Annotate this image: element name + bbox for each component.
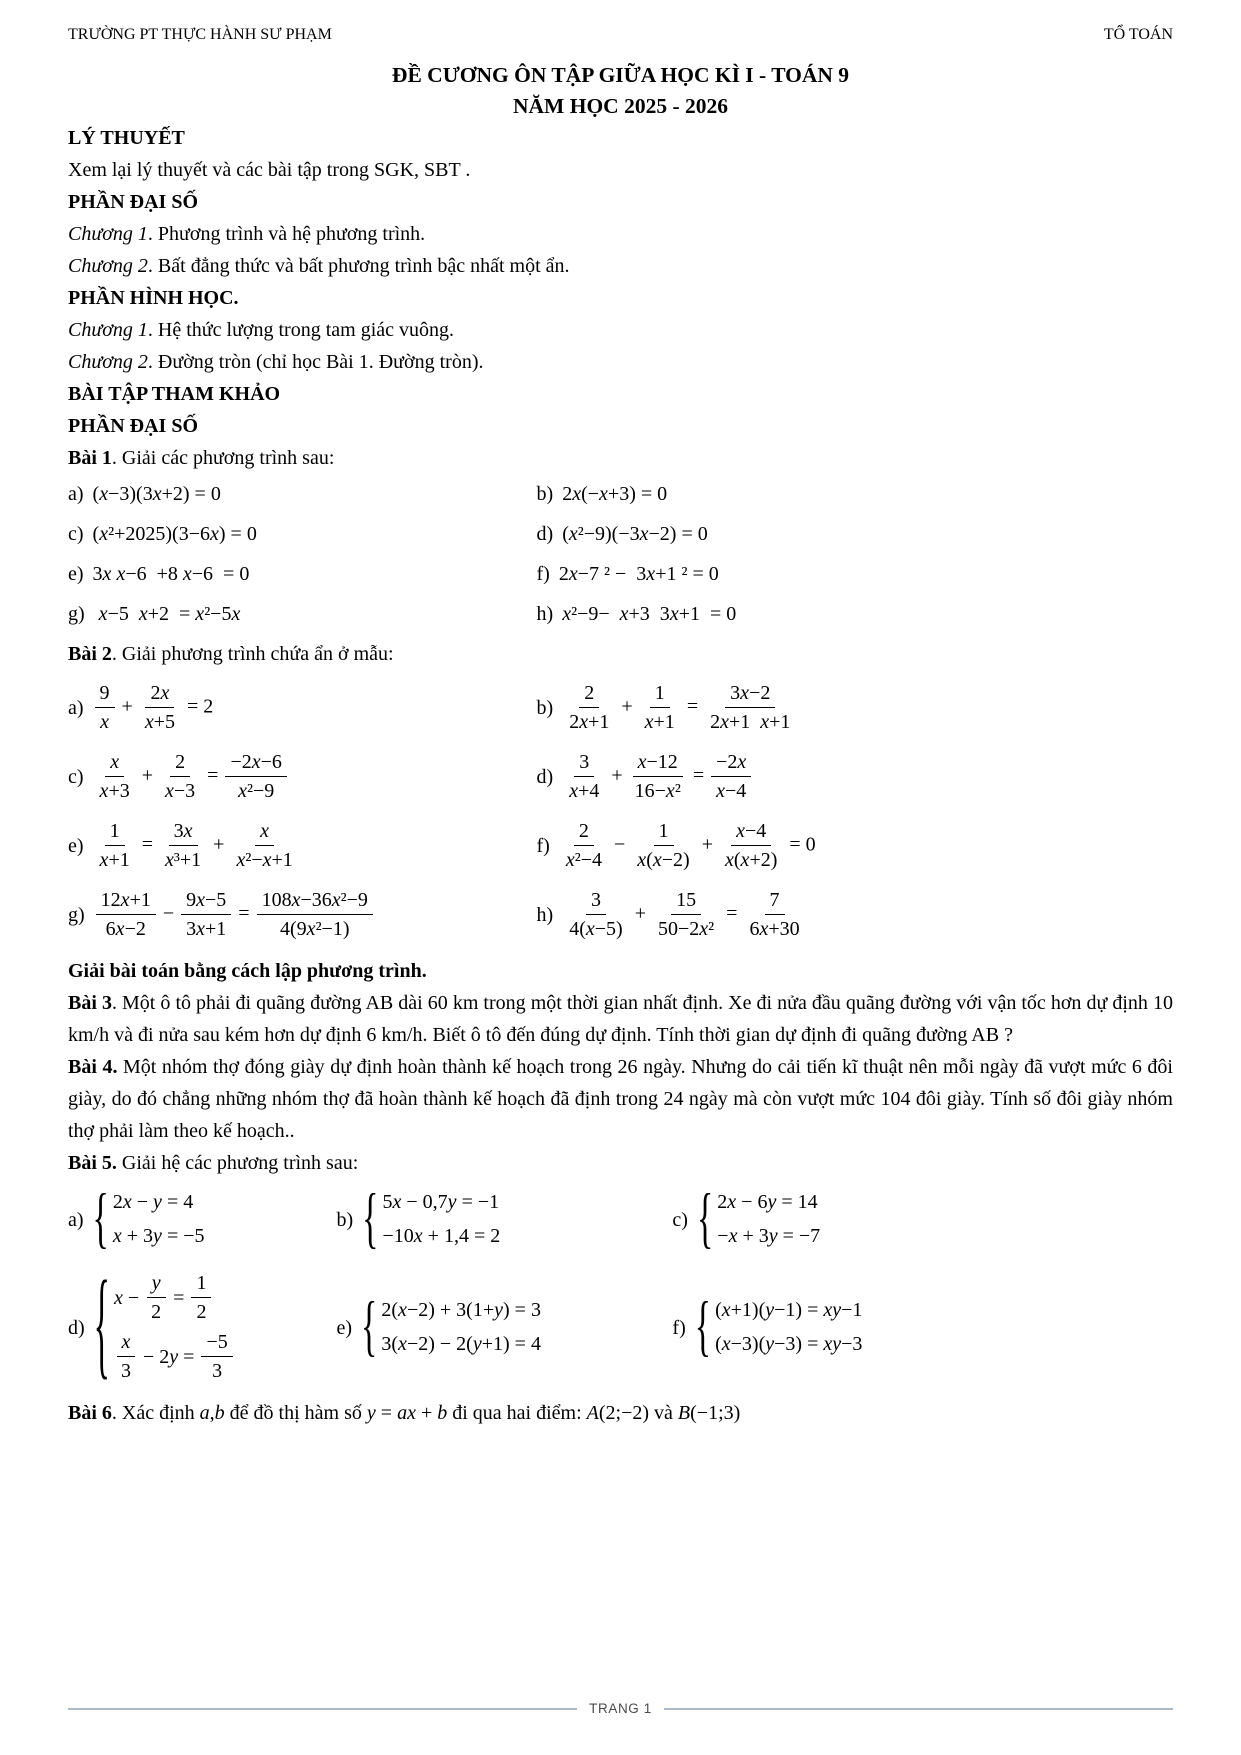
fraction: [711, 749, 751, 805]
system-item: [68, 1181, 337, 1256]
fraction: [146, 1270, 166, 1326]
fraction-numerator: 9x−5: [181, 887, 231, 915]
bai3-paragraph: [68, 987, 1173, 1051]
equation-item: [537, 749, 1173, 805]
equation-item: [537, 887, 1173, 943]
fraction: [705, 680, 795, 736]
equation-math: $\frac{2}{2x+1}$ + $\frac{1}{x+1}$ = $\frac{3x-2}{2x+1 x+1}$: [562, 680, 797, 736]
algebra-chapter-1: [68, 218, 1173, 250]
equation-label: g): [68, 904, 85, 926]
equation-label: e): [68, 563, 84, 585]
bai6-label: Bài 6: [68, 1402, 112, 1424]
left-brace: {: [361, 1289, 378, 1364]
equation-math: [362, 1181, 501, 1256]
fraction-numerator: x−4: [731, 818, 771, 846]
section-reference-heading: BÀI TẬP THAM KHẢO: [68, 383, 281, 405]
equation-label: c): [68, 766, 84, 788]
equation-label: d): [536, 523, 554, 545]
bai2-heading-text: . Giải phương trình chứa ẩn ở mẫu:: [111, 643, 394, 665]
system-row: 5 x − 0,7 y = −1: [382, 1191, 500, 1213]
system-item: [337, 1270, 673, 1385]
fraction-numerator: 108x−36x²−9: [257, 887, 373, 915]
fraction-numerator: 7: [765, 887, 785, 915]
bai2-equation-grid: [68, 680, 1173, 943]
footer-rule-right: [664, 1708, 1173, 1710]
equation-label: e): [68, 835, 84, 857]
system-row: −10 x + 1,4 = 2: [382, 1225, 501, 1247]
fraction-denominator: x+3: [99, 780, 130, 802]
equation-math: x²−9− x+3 3x+1 = 0: [562, 603, 737, 625]
system-item: [68, 1260, 337, 1392]
system-row: x + 3 y = −5: [112, 1225, 205, 1247]
equation-item: [68, 518, 537, 550]
bai4-text: Một nhóm thợ đóng giày dự định hoàn thành kế hoạch trong 26 ngày. Nhưng do cải tiến kĩ thuật nên mỗi ngày đã vượt mức 6 đôi giày, do đó chẳng những nhóm thợ đã hoàn thành kế hoạch đã định trong 24 ngày mà còn vượt mức 104 đôi giày. Tính số đôi giày nhóm thợ phải làm theo kế hoạch..: [68, 1056, 1173, 1142]
fraction: [95, 680, 115, 736]
fraction-numerator: y: [147, 1270, 166, 1298]
fraction-numerator: −2x: [711, 749, 751, 777]
department-name: TỔ TOÁN: [1103, 26, 1173, 43]
fraction-numerator: 15: [671, 887, 701, 915]
fraction: [653, 887, 719, 943]
fraction-denominator: 3: [121, 1360, 131, 1382]
fraction: [95, 749, 135, 805]
fraction-numerator: 1: [650, 680, 670, 708]
system-of-equations: [696, 1181, 821, 1256]
system-row: 2 x − y = 4: [112, 1191, 194, 1213]
equation-math: a,b: [199, 1402, 225, 1424]
section-algebra-heading: PHẦN ĐẠI SỐ: [68, 191, 199, 213]
fraction-numerator: 3x: [169, 818, 198, 846]
chapter-label: Chương 2: [68, 255, 148, 277]
equation-label: d): [68, 1316, 85, 1339]
fraction-denominator: 2: [196, 1301, 207, 1323]
fraction-numerator: 2x: [145, 680, 174, 708]
fraction: [630, 749, 686, 805]
section-geometry-heading: PHẦN HÌNH HỌC.: [68, 287, 239, 309]
bai6-text-2: để đồ thị hàm số: [224, 1402, 367, 1424]
equation-math: 2x−7 ² − 3x+1 ² = 0: [558, 563, 719, 585]
fraction-denominator: x²−4: [565, 849, 603, 871]
fraction-denominator: x(x−2): [637, 849, 690, 871]
fraction-numerator: 3: [574, 749, 594, 777]
fraction: [640, 680, 680, 736]
fraction-denominator: 6x+30: [749, 918, 800, 940]
equation-math: [92, 1181, 205, 1256]
fraction-denominator: x−3: [165, 780, 196, 802]
left-brace: {: [694, 1289, 712, 1364]
fraction-denominator: x+1: [99, 849, 130, 871]
fraction-numerator: −2x−6: [225, 749, 286, 777]
system-row: − x + 3 y = −7: [717, 1225, 821, 1247]
equation-math: y = ax + b: [366, 1402, 448, 1424]
fraction-denominator: 2x+1 x+1: [710, 711, 791, 733]
geometry-chapter-1: [68, 314, 1173, 346]
fraction-denominator: x+4: [569, 780, 600, 802]
fraction-numerator: 12x+1: [96, 887, 156, 915]
bai6-line: [68, 1397, 1173, 1429]
fraction-numerator: 2: [170, 749, 190, 777]
fraction: [191, 1270, 211, 1326]
equation-label: b): [536, 483, 554, 505]
system-item: [672, 1270, 1173, 1385]
system-of-equations: [92, 1181, 205, 1256]
equation-label: c): [68, 523, 84, 545]
equation-label: h): [536, 904, 554, 926]
system-item: [336, 1181, 673, 1256]
equation-item: [68, 887, 537, 943]
system-rows: [715, 1295, 862, 1360]
fraction: [160, 818, 206, 874]
fraction-denominator: 2: [151, 1301, 162, 1323]
equation-math: A(2;−2): [586, 1402, 650, 1424]
fraction-denominator: x: [100, 711, 109, 733]
equation-item: [68, 598, 537, 630]
equation-label: h): [536, 603, 554, 625]
equation-label: a): [68, 697, 84, 719]
fraction-denominator: 3: [212, 1360, 223, 1382]
equation-math: [694, 1289, 863, 1364]
fraction-denominator: x+5: [144, 711, 175, 733]
fraction: [257, 887, 373, 943]
equation-item: [537, 478, 1173, 510]
fraction: [140, 680, 180, 736]
equation-label: a): [68, 1208, 84, 1231]
equation-math: $\frac{x}{x+3}$ + $\frac{2}{x-3}$ = $\frac{-2x-6}{\text{x²−9}}$: [93, 749, 289, 805]
fraction-denominator: 50−2x²: [657, 918, 715, 940]
equation-label: a): [68, 483, 84, 505]
bai3-label: Bài 3: [68, 992, 112, 1014]
chapter-text: . Đường tròn (chỉ học Bài 1. Đường tròn).: [147, 351, 484, 373]
equation-math: [696, 1181, 821, 1256]
system-rows: [717, 1187, 820, 1252]
section-theory-heading: LÝ THUYẾT: [68, 127, 185, 149]
school-name: TRƯỜNG PT THỰC HÀNH SƯ PHẠM: [68, 26, 332, 43]
equation-label: e): [336, 1316, 353, 1339]
equation-math: (x²−9)(−3x−2) = 0: [562, 523, 708, 545]
equation-math: $\frac{12x+1}{6x-2}$ − $\frac{9x-5}{3x+1}$ = $\frac{\text{108x−36x²−9}}{\text{4(9x²−1)}}$: [94, 887, 375, 943]
fraction: [564, 749, 604, 805]
fraction-numerator: 2: [574, 818, 594, 846]
system-of-equations: [362, 1181, 501, 1256]
equation-label: f): [536, 835, 550, 857]
left-brace: {: [92, 1181, 109, 1256]
equation-item: [537, 518, 1173, 550]
fraction-numerator: 2: [579, 680, 599, 708]
system-row: 3( x −2) − 2( y +1) = 4: [381, 1333, 541, 1355]
equation-math: $\frac{9}{x}$ + $\frac{2x}{x+5}$ = 2: [93, 680, 214, 736]
fraction-numerator: x: [117, 1329, 136, 1357]
bai1-heading: [68, 442, 1173, 474]
fraction-denominator: x−4: [716, 780, 747, 802]
bai5-heading-text: Giải hệ các phương trình sau:: [116, 1152, 359, 1174]
equation-item: [537, 558, 1173, 590]
bai4-paragraph: [68, 1051, 1173, 1147]
bai6-text-1: . Xác định: [111, 1402, 200, 1424]
equation-math: (x−3)(3x+2) = 0: [92, 483, 221, 505]
equation-label: f): [536, 563, 550, 585]
bai5-heading: [68, 1147, 1173, 1179]
system-row: ( x +1)( y −1) = xy −1: [715, 1299, 863, 1321]
fraction: [720, 818, 782, 874]
system-of-equations: [694, 1289, 863, 1364]
equation-math: $\frac{3}{4(x-5)}$ + $\frac{15}{\text{50−2x²}}$ = $\frac{7}{6x+30}$: [562, 887, 806, 943]
system-rows: [114, 1270, 235, 1385]
fraction-denominator: 6x−2: [105, 918, 146, 940]
equation-math: B(−1;3): [677, 1402, 741, 1424]
system-row: 2 x − 6 y = 14: [717, 1191, 818, 1213]
fraction: [744, 887, 804, 943]
equation-math: [93, 1260, 235, 1392]
fraction-denominator: x(x+2): [724, 849, 778, 871]
bai1-heading-text: . Giải các phương trình sau:: [111, 447, 335, 469]
fraction-numerator: −5: [201, 1329, 232, 1357]
document-title: ĐỀ CƯƠNG ÔN TẬP GIỮA HỌC KÌ I - TOÁN 9: [391, 63, 850, 87]
left-brace: {: [362, 1181, 379, 1256]
fraction-numerator: 3: [586, 887, 606, 915]
geometry-chapter-2: [68, 346, 1173, 378]
equation-math: x−5 x+2 = x²−5x: [98, 603, 241, 625]
bai6-text-3: đi qua hai điểm:: [447, 1402, 587, 1424]
equation-item: [68, 818, 537, 874]
fraction-numerator: 3x−2: [725, 680, 775, 708]
equation-label: f): [672, 1316, 686, 1339]
system-of-equations: [361, 1289, 541, 1364]
fraction-denominator: 3x+1: [186, 918, 227, 940]
fraction-denominator: x²−x+1: [236, 849, 293, 871]
fraction-numerator: 1: [191, 1270, 211, 1298]
bai3-text: . Một ô tô phải đi quãng đường AB dài 60 km trong một thời gian nhất định. Xe đi nửa đầu quãng đường với vận tốc hơn dự định 10 km/h và đi nửa sau kém hơn dự định 6 km/h. Biết ô tô đến đúng dự định. Tính thời gian dự định đi quãng đường AB ?: [68, 992, 1173, 1046]
word-problems-heading: Giải bài toán bằng cách lập phương trình.: [68, 960, 427, 982]
fraction: [564, 680, 614, 736]
fraction-denominator: x+1: [644, 711, 675, 733]
equation-math: $\frac{1}{x+1}$ = $\frac{3x}{\text{x³+1}}$ + $\frac{x}{\text{x²−x+1}}$: [93, 818, 300, 874]
fraction: [96, 887, 156, 943]
fraction-numerator: x: [105, 749, 124, 777]
fraction-numerator: x: [255, 818, 274, 846]
equation-math: [361, 1289, 541, 1364]
fraction: [225, 749, 286, 805]
fraction: [231, 818, 297, 874]
equation-math: (x²+2025)(3−6x) = 0: [92, 523, 257, 545]
bai6-text-4: và: [649, 1402, 678, 1424]
system-item: [672, 1181, 1173, 1256]
school-year-title: NĂM HỌC 2025 - 2026: [513, 94, 728, 118]
chapter-text: . Phương trình và hệ phương trình.: [147, 223, 426, 245]
equation-math: $\frac{3}{x+4}$ + $\frac{x-12}{\text{16−x²}}$ = $\frac{-2x}{x-4}$: [562, 749, 753, 805]
bai4-label: Bài 4.: [68, 1056, 118, 1078]
page-number: TRANG 1: [589, 1701, 652, 1716]
bai1-label: Bài 1: [68, 447, 112, 469]
chapter-label: Chương 2: [68, 351, 148, 373]
system-rows: [113, 1187, 205, 1252]
fraction: [160, 749, 200, 805]
equation-item: [537, 598, 1173, 630]
chapter-label: Chương 1: [68, 223, 148, 245]
left-brace: {: [696, 1181, 714, 1256]
system-row: 2( x −2) + 3(1+ y ) = 3: [381, 1299, 541, 1321]
bai1-equation-grid: [68, 478, 1173, 630]
fraction: [564, 887, 628, 943]
fraction: [632, 818, 694, 874]
fraction-denominator: 16−x²: [634, 780, 681, 802]
theory-intro: Xem lại lý thuyết và các bài tập trong SGK, SBT .: [68, 159, 471, 181]
fraction: [181, 887, 231, 943]
equation-item: [68, 749, 537, 805]
equation-item: [68, 478, 537, 510]
fraction-denominator: 4(x−5): [569, 918, 623, 940]
document-footer: [68, 1693, 1173, 1725]
system-row: ( x −3)( y −3) = xy −3: [715, 1333, 863, 1355]
section-algebra-part-heading: PHẦN ĐẠI SỐ: [68, 415, 199, 437]
fraction: [201, 1329, 232, 1385]
fraction-denominator: x²−9: [238, 780, 275, 802]
equation-label: c): [672, 1208, 688, 1231]
chapter-text: . Bất đẳng thức và bất phương trình bậc nhất một ẩn.: [147, 255, 570, 277]
system-row: $\frac{x}{3}$ − 2 y = $\frac{-5}{3}$: [114, 1329, 235, 1385]
fraction-denominator: 2x+1: [569, 711, 610, 733]
fraction-numerator: x−12: [633, 749, 683, 777]
algebra-chapter-2: [68, 250, 1173, 282]
equation-item: [68, 680, 537, 736]
chapter-label: Chương 1: [68, 319, 148, 341]
system-row: x − $\frac{y}{2}$ = $\frac{1}{2}$: [114, 1270, 235, 1326]
bai2-heading: [68, 638, 1173, 670]
left-brace: {: [93, 1260, 110, 1392]
equation-math: $\frac{2}{\text{x²−4}}$ − $\frac{1}{x(x-2)}$ + $\frac{x-4}{x(x+2)}$ = 0: [559, 818, 816, 874]
equation-label: d): [536, 766, 554, 788]
equation-label: b): [336, 1208, 354, 1231]
document-header: [68, 24, 1173, 46]
fraction: [116, 1329, 136, 1385]
bai5-system-grid: [68, 1181, 1173, 1392]
fraction-numerator: 1: [105, 818, 125, 846]
fraction-numerator: 9: [95, 680, 115, 708]
footer-rule-left: [68, 1708, 577, 1710]
bai5-label: Bài 5.: [68, 1152, 117, 1174]
equation-item: [537, 680, 1173, 736]
fraction: [95, 818, 135, 874]
system-rows: [381, 1295, 541, 1360]
equation-item: [68, 558, 537, 590]
equation-label: b): [536, 697, 554, 719]
fraction-denominator: 4(9x²−1): [280, 918, 350, 940]
fraction: [561, 818, 607, 874]
equation-label: g): [68, 603, 85, 625]
equation-math: 2x(−x+3) = 0: [562, 483, 668, 505]
bai2-label: Bài 2: [68, 643, 112, 665]
chapter-text: . Hệ thức lượng trong tam giác vuông.: [147, 319, 455, 341]
fraction-denominator: x³+1: [165, 849, 202, 871]
equation-math: 3x x−6 +8 x−6 = 0: [92, 563, 250, 585]
equation-item: [537, 818, 1173, 874]
system-of-equations: [93, 1260, 235, 1392]
fraction-numerator: 1: [654, 818, 674, 846]
system-rows: [383, 1187, 501, 1252]
